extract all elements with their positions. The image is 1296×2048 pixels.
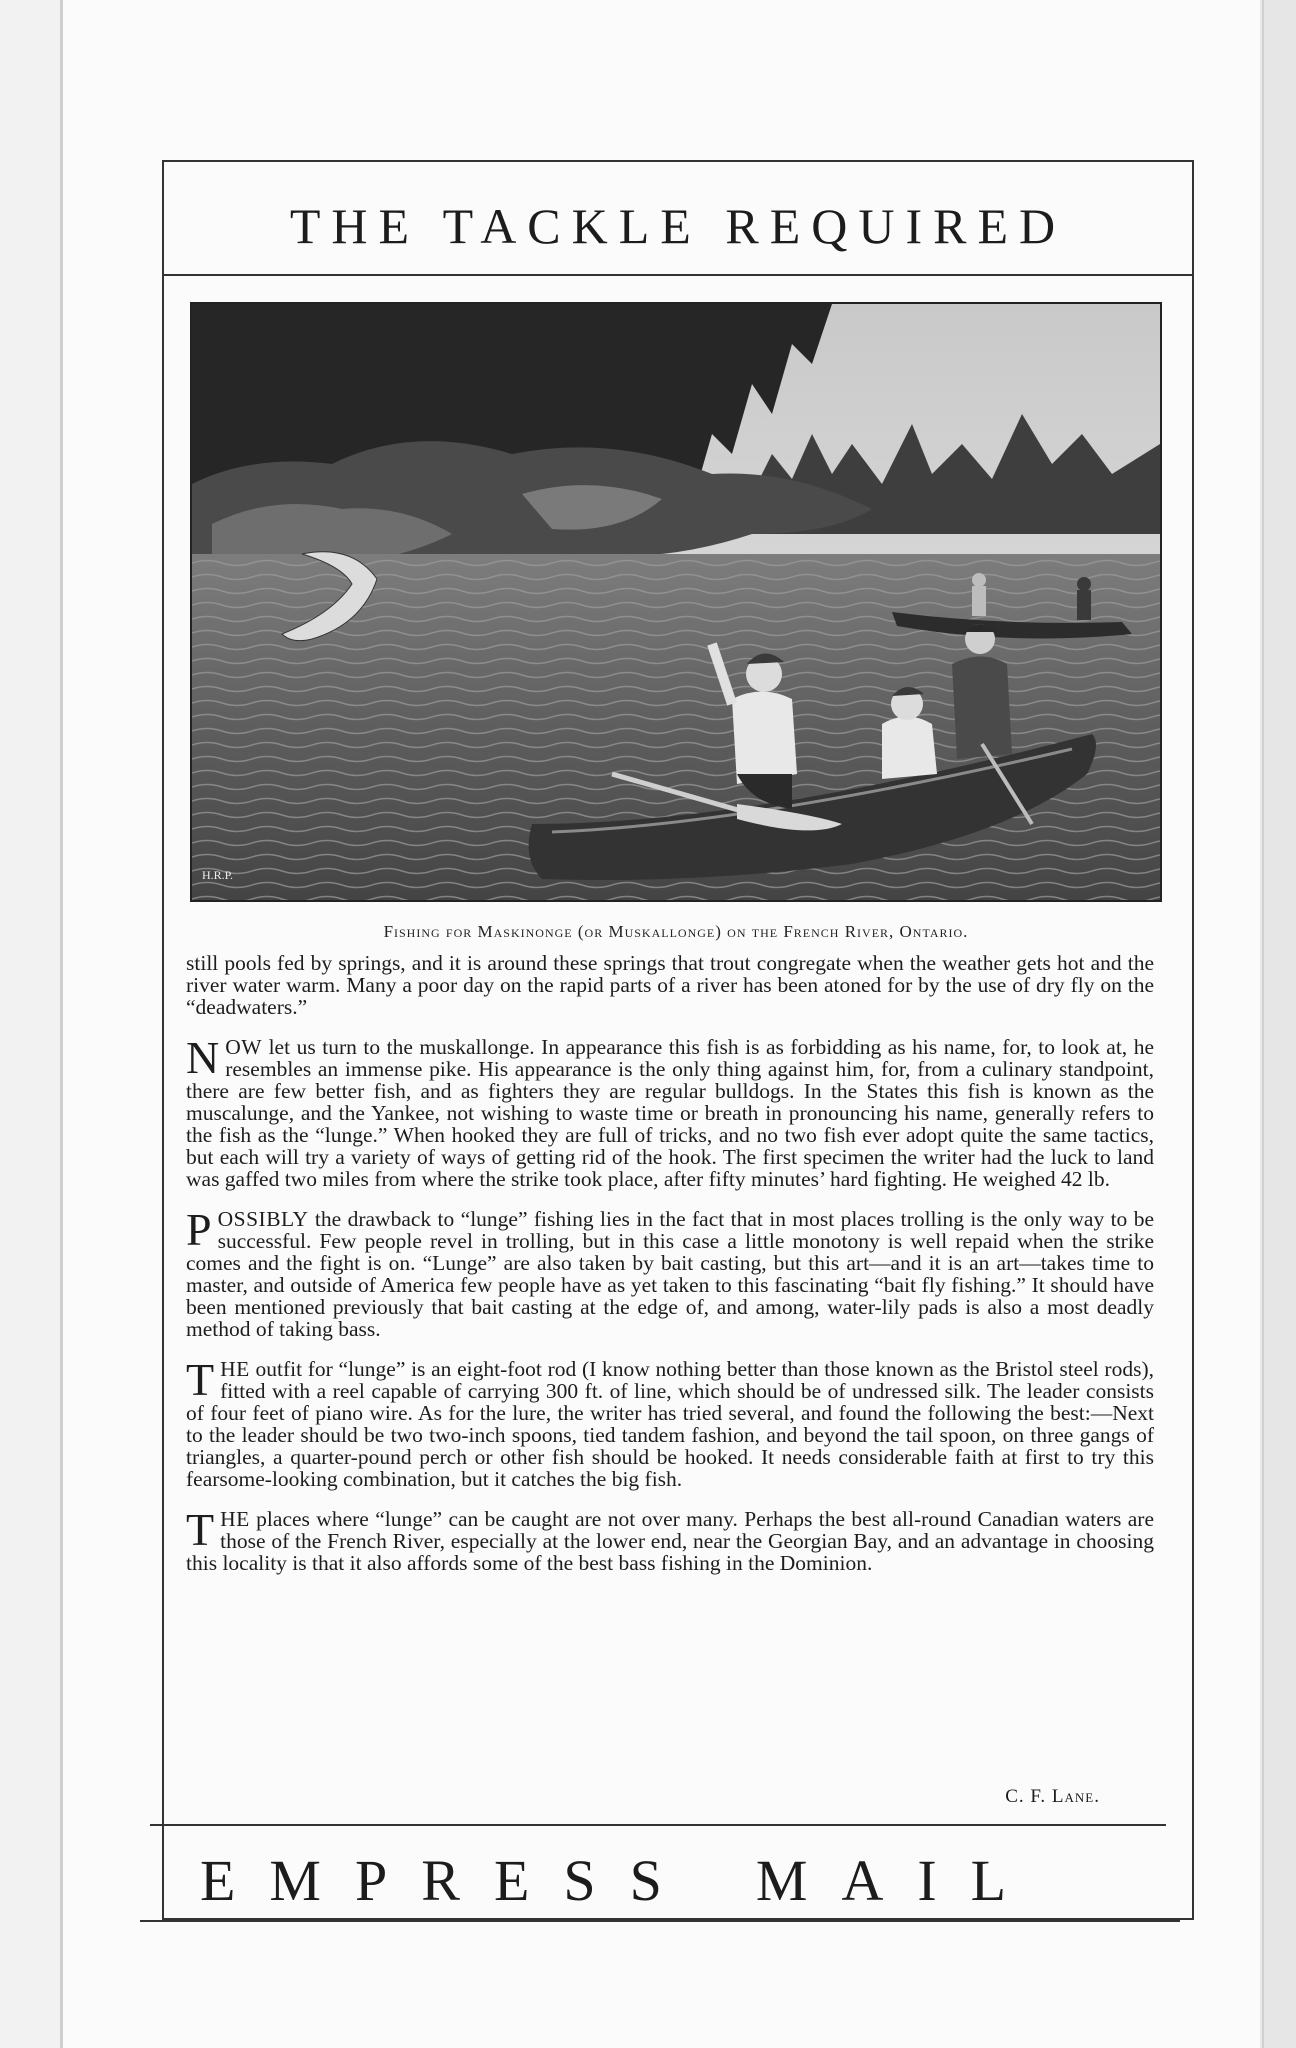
paragraph-1: still pools fed by springs, and it is around these springs that trout congregate when the weather gets hot and the river water warm. Many a poor day on the rapid parts of a river has been atoned for by the use of dry fly on the “deadwaters.” <box>186 951 1154 1019</box>
paragraph-text: outfit for “lunge” is an eight-foot rod (I know nothing better than those known as the Bristol steel rods), fitted with a reel capable of carrying 300 ft. of line, which should be of undressed silk. The leader consists of four feet of piano wire. As for the lure, the writer has tried several, and found the following the best:—Next to the leader should be two two-inch spoons, tied tandem fashion, and beyond the tail spoon, on three gangs of triangles, a quarter-pound perch or other fish should be hooked. It needs considerable faith at first to try this fearsome-looking combination, but it catches the big fish. <box>186 1357 1154 1491</box>
drop-cap: T <box>186 1354 215 1405</box>
paragraph-text: places where “lunge” can be caught are not over many. Perhaps the best all-round Canadian waters are those of the French River, especially at the lower end, near the Georgian Bay, and an advantage in choosing this locality is that it also affords some of the best bass fishing in the Dominion. <box>186 1507 1154 1575</box>
footer-word-mail: MAIL <box>755 1848 1041 1913</box>
paragraph-5 <box>186 1504 1154 1575</box>
page-title: THE TACKLE REQUIRED <box>289 198 1067 254</box>
title-rule <box>162 274 1194 276</box>
paragraph-text: let us turn to the muskallonge. In appearance this fish is as forbidding as his name, for, to look at, he resembles an immense pike. His appearance is the only thing against him, for, from a culinary standpoint, there are few better fish, and as fighters they are regular bulldogs. In the States this fish is known as the muscalunge, and the Yankee, not wishing to waste time or breath in pronouncing his name, generally refers to the fish as the “lunge.” When hooked they are full of tricks, and no two fish ever adopt quite the same tactics, but each will try a variety of ways of getting rid of the hook. The first specimen the writer had the luck to land was gaffed two miles from where the strike took place, after fifty minutes’ hard fighting. He weighed 42 lb. <box>186 1035 1154 1191</box>
lead-word: HE <box>220 1507 250 1531</box>
paragraph-2 <box>186 1032 1154 1191</box>
page-gutter-right <box>1262 0 1296 2048</box>
lead-word: OW <box>225 1035 263 1059</box>
paragraph-4 <box>186 1354 1154 1491</box>
page-gutter-left <box>0 0 63 2048</box>
artist-signature: H.R.P. <box>202 868 234 882</box>
article-body <box>186 952 1154 1592</box>
footer-word-empress: EMPRESS <box>200 1848 696 1913</box>
fishing-illustration <box>190 302 1162 902</box>
paragraph-text: the drawback to “lunge” fishing lies in the fact that in most places trolling is the only way to be successful. Few people revel in trolling, but in this case a little monotony is well repaid when the strike comes and the fight is on. “Lunge” are also taken by bait casting, but this art—and it is an art—takes time to master, and outside of America few people have as yet taken to this fascinating “bait fly fishing.” It should have been mentioned previously that bait casting at the edge of, and among, water-lily pads is also a most deadly method of taking bass. <box>186 1207 1154 1341</box>
lead-word: HE <box>220 1357 250 1381</box>
footer-title <box>200 1848 1100 1914</box>
footer-bottom-rule <box>140 1920 1180 1922</box>
lead-word: OSSIBLY <box>217 1207 309 1231</box>
drop-cap: N <box>186 1032 220 1083</box>
author-signature: C. F. Lane. <box>1005 1786 1100 1807</box>
drop-cap: T <box>186 1504 215 1555</box>
footer-rule <box>150 1824 1166 1826</box>
illustration-caption: Fishing for Maskinonge (or Muskallonge) on the French River, Ontario. <box>383 922 969 941</box>
river-scene-image <box>192 304 1160 900</box>
paragraph-3 <box>186 1204 1154 1341</box>
drop-cap: P <box>186 1204 212 1255</box>
